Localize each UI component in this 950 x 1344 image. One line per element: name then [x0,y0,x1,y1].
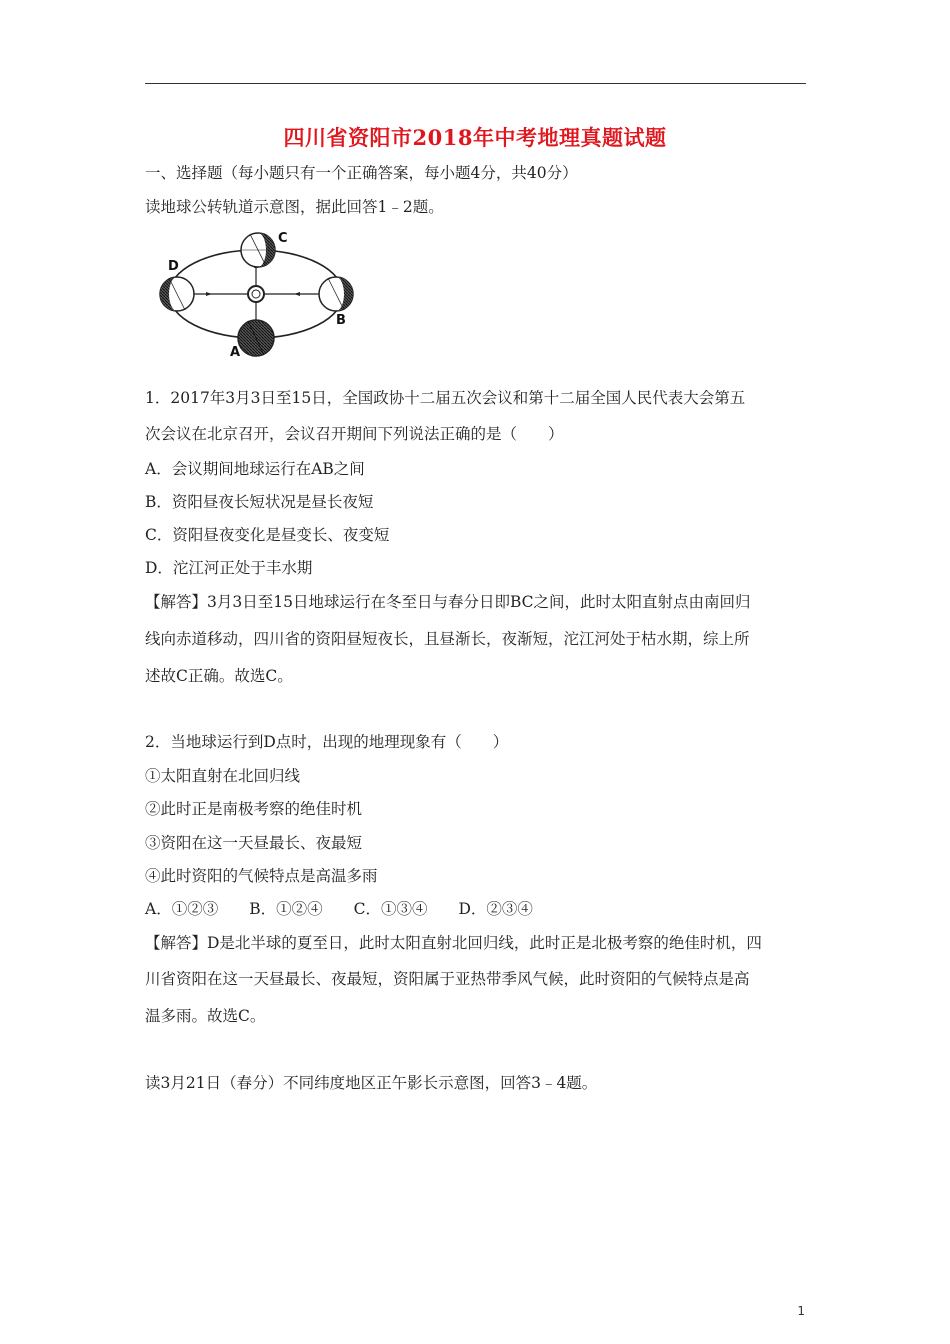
section-intro: 读地球公转轨道示意图，据此回答1﹣2题。 [145,198,444,216]
q1-option-b: B．资阳昼夜长短状况是昼长夜短 [145,493,374,511]
earth-orbit-diagram [150,228,375,360]
label-d: D [168,259,179,274]
q2-options: A．①②③ B．①②④ C．①③④ D．②③④ [145,900,533,918]
q2-item4: ④此时资阳的气候特点是高温多雨 [145,867,378,885]
section-heading: 一、选择题（每小题只有一个正确答案，每小题4分，共40分） [145,164,578,182]
earth-position-c-icon [241,233,275,267]
q2-item2: ②此时正是南极考察的绝佳时机 [145,800,363,818]
label-a: A [230,345,241,360]
q1-answer-line1: 【解答】3月3日至15日地球运行在冬至日与春分日即BC之间，此时太阳直射点由南回归 [145,593,751,611]
page-number: 1 [797,1304,805,1318]
q1-answer-line2: 线向赤道移动，四川省的资阳昼短夜长，且昼渐长，夜渐短，沱江河处于枯水期，综上所 [145,630,750,648]
q1-option-a: A．会议期间地球运行在AB之间 [145,460,365,478]
label-c: C [278,231,288,246]
q2-answer-line1: 【解答】D是北半球的夏至日，此时太阳直射北回归线，此时正是北极考察的绝佳时机，四 [145,934,762,952]
q1-option-d: D．沱江河正处于丰水期 [145,559,313,577]
q2-item1: ①太阳直射在北回归线 [145,767,301,785]
earth-position-d-icon [160,277,194,311]
earth-position-b-icon [319,277,353,311]
q2-answer-line2: 川省资阳在这一天昼最长、夜最短，资阳属于亚热带季风气候，此时资阳的气候特点是高 [145,970,750,988]
q1-answer-line3: 述故C正确。故选C。 [145,667,293,685]
q2-item3: ③资阳在这一天昼最长、夜最短 [145,834,363,852]
q34-intro: 读3月21日（春分）不同纬度地区正午影长示意图，回答3﹣4题。 [145,1074,598,1092]
q1-stem-line1: 1．2017年3月3日至15日，全国政协十二届五次会议和第十二届全国人民代表大会第五 [145,389,746,407]
q1-option-c: C．资阳昼夜变化是昼变长、夜变短 [145,526,390,544]
header-rule [145,83,806,84]
q1-stem-line2: 次会议在北京召开，会议召开期间下列说法正确的是（ ） [145,425,564,443]
earth-position-a-icon [238,320,274,356]
sun-icon [248,286,264,302]
q2-answer-line3: 温多雨。故选C。 [145,1007,266,1025]
q2-stem: 2．当地球运行到D点时，出现的地理现象有（ ） [145,733,509,751]
label-b: B [336,313,346,328]
page-title: 四川省资阳市2018年中考地理真题试题 [283,125,667,150]
